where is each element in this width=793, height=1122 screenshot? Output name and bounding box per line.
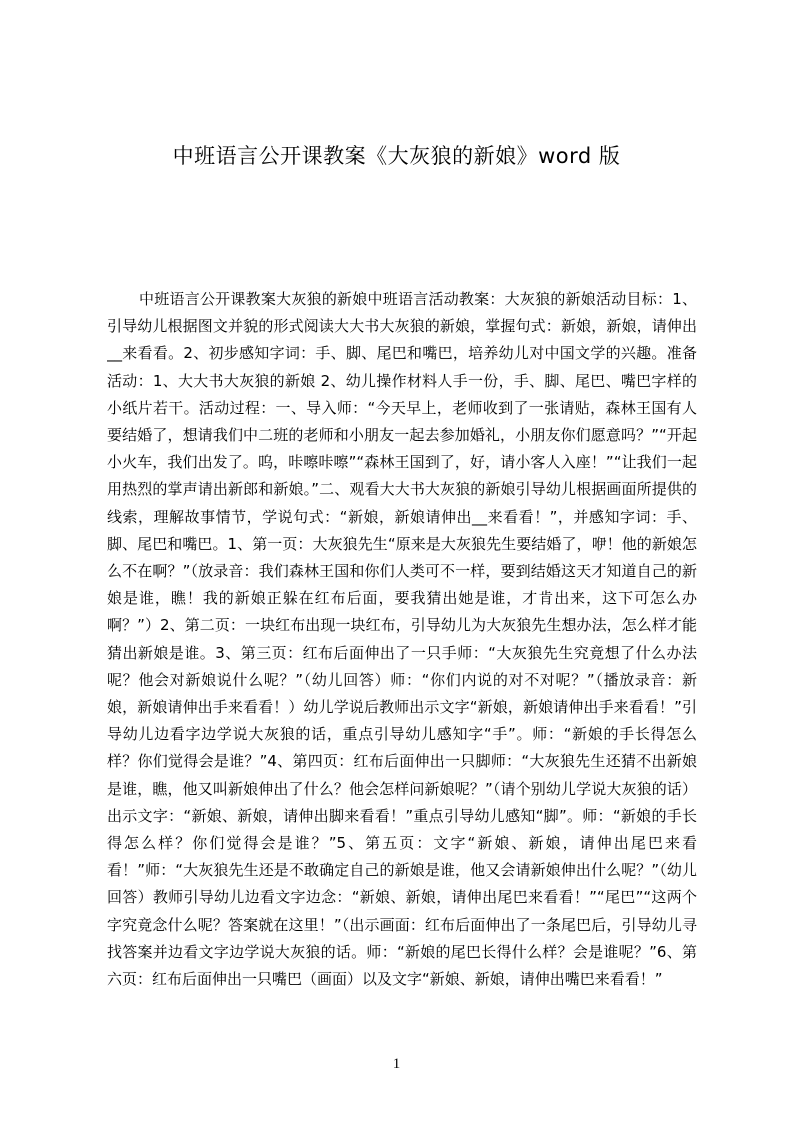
document-body (107, 286, 697, 1036)
body-paragraph: 中班语言公开课教案大灰狼的新娘中班语言活动教案：大灰狼的新娘活动目标：1、引导幼儿根据图文并貌的形式阅读大大书大灰狼的新娘，掌握句式：新娘，新娘，请伸出__来看看。2、初步感知字词：手、脚、尾巴和嘴巴，培养幼儿对中国文学的兴趣。准备活动：1、大大书大灰狼的新娘 2、幼儿操作材料人手一份，手、脚、尾巴、嘴巴字样的小纸片若干。活动过程：一、导入师：“今天早上，老师收到了一张请贴，森林王国有人要结婚了，想请我们中二班的老师和小朋友一起去参加婚礼，小朋友你们愿意吗？”“开起小火车，我们出发了。呜，咔嚓咔嚓”“森林王国到了，好，请小客人入座！”“让我们一起用热烈的掌声请出新郎和新娘。”二、观看大大书大灰狼的新娘引导幼儿根据画面所提供的线索，理解故事情节，学说句式：“新娘，新娘请伸出__来看看！”，并感知字词：手、脚、尾巴和嘴巴。1、第一页：大灰狼先生“原来是大灰狼先生要结婚了，咿！他的新娘怎么不在啊？”（放录音：我们森林王国和你们人类可不一样，要到结婚这天才知道自己的新娘是谁，瞧！我的新娘正躲在红布后面，要我猜出她是谁，才肯出来，这下可怎么办啊？”）2、第二页：一块红布出现一块红布，引导幼儿为大灰狼先生想办法，怎么样才能猜出新娘是谁。3、第三页：红布后面伸出了一只手师：“大灰狼先生究竟想了什么办法呢？他会对新娘说什么呢？”（幼儿回答）师：“你们内说的对不对呢？”（播放录音：新娘，新娘请伸出手来看看！）幼儿学说后教师出示文字“新娘，新娘请伸出手来看看！”引导幼儿边看字边学说大灰狼的话，重点引导幼儿感知字“手”。师：“新娘的手长得怎么样？你们觉得会是谁？”4、第四页：红布后面伸出一只脚师：“大灰狼先生还猜不出新娘是谁，瞧，他又叫新娘伸出了什么？他会怎样问新娘呢？”（请个别幼儿学说大灰狼的话）出示文字：“新娘、新娘，请伸出脚来看看！”重点引导幼儿感知“脚”。师：“新娘的手长得怎么样？你们觉得会是谁？”5、第五页：文字“新娘、新娘，请伸出尾巴来看看！”师：“大灰狼先生还是不敢确定自己的新娘是谁，他又会请新娘伸出什么呢？”（幼儿回答）教师引导幼儿边看文字边念：“新娘、新娘，请伸出尾巴来看看！”“尾巴”“这两个字究竟念什么呢？答案就在这里！”（出示画面：红布后面伸出了一条尾巴后，引导幼儿寻找答案并边看文字边学说大灰狼的话。师：“新娘的尾巴长得什么样？会是谁呢？”6、第六页：红布后面伸出一只嘴巴（画面）以及文字“新娘、新娘，请伸出嘴巴来看看！” (107, 290, 697, 989)
document-title: 中班语言公开课教案《大灰狼的新娘》word 版 (172, 144, 621, 168)
page-number: 1 (392, 1056, 401, 1072)
